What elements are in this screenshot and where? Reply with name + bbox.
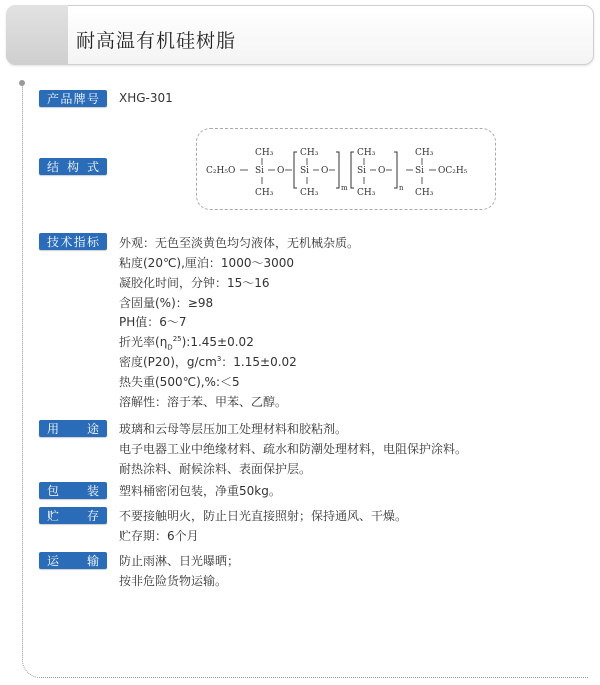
structure-formula — [196, 128, 496, 210]
spec-density: 密度(P20)，$g/cm^3$：1.15±0.02 — [119, 355, 297, 369]
formula-methyl: CH₃ — [357, 188, 376, 198]
transport-line: 防止雨淋、日光曝晒； — [119, 554, 240, 568]
spec-refractive-index: 折光率$(\eta_D^{25}):1.45\pm 0.02$ — [119, 335, 254, 352]
tag-product-code: 产 品 牌 号 — [39, 90, 107, 107]
packaging-line: 塑料桶密闭包装，净重50kg。 — [119, 484, 281, 498]
formula-subscript-m: m — [341, 184, 348, 192]
formula-methyl: CH₃ — [415, 188, 434, 198]
formula-si: Si — [357, 166, 367, 176]
frame-dot-decoration — [19, 80, 25, 86]
formula-oxygen: O — [277, 166, 285, 176]
tag-transport: 运 输 — [39, 552, 107, 569]
storage-line: 贮存期：6个月 — [119, 529, 199, 543]
page-title: 耐高温有机硅树脂 — [76, 30, 237, 52]
usage-line: 耐热涂料、耐候涂料、表面保护层。 — [119, 462, 312, 476]
title-tab-decoration — [6, 5, 68, 65]
formula-si: Si — [300, 166, 310, 176]
formula-si: Si — [255, 166, 265, 176]
spec-ph: PH值：6～7 — [119, 315, 187, 329]
product-code-value: XHG-301 — [119, 91, 173, 105]
tag-storage: 贮 存 — [39, 507, 107, 524]
formula-methyl: CH₃ — [415, 148, 434, 158]
spec-solid-content: 含固量(%)：≥98 — [119, 296, 214, 310]
formula-oxygen: O — [321, 166, 329, 176]
spec-viscosity: 粘度(20℃),厘泊：1000～3000 — [119, 256, 295, 270]
spec-solubility: 溶解性：溶于苯、甲苯、乙醇。 — [119, 395, 288, 409]
formula-methyl: CH₃ — [300, 188, 319, 198]
usage-line: 玻璃和云母等层压加工处理材料和胶粘剂。 — [119, 422, 348, 436]
formula-methyl: CH₃ — [255, 148, 274, 158]
formula-methyl: CH₃ — [255, 188, 274, 198]
transport-line: 按非危险货物运输。 — [119, 574, 228, 588]
formula-subscript-n: n — [399, 184, 404, 192]
spec-gel-time: 凝胶化时间，分钟：15～16 — [119, 276, 270, 290]
spec-appearance: 外观：无色至淡黄色均匀液体，无机械杂质。 — [119, 236, 360, 250]
formula-si: Si — [415, 166, 425, 176]
tag-packaging: 包 装 — [39, 482, 107, 499]
formula-oxygen: O — [378, 166, 386, 176]
storage-line: 不要接触明火，防止日光直接照射；保持通风、干燥。 — [119, 509, 408, 523]
formula-ethoxy-left: C₂H₅O — [206, 166, 236, 176]
tag-tech-specs: 技 术 指 标 — [39, 233, 107, 250]
formula-ethoxy-right: OC₂H₅ — [438, 166, 468, 176]
spec-weight-loss: 热失重(500℃),%:＜5 — [119, 375, 240, 389]
formula-methyl: CH₃ — [300, 148, 319, 158]
tag-structure: 结 构 式 — [39, 158, 107, 175]
usage-line: 电子电器工业中绝缘材料、疏水和防潮处理材料，电阻保护涂料。 — [119, 442, 468, 456]
formula-methyl: CH₃ — [357, 148, 376, 158]
tag-usage: 用 途 — [39, 420, 107, 437]
